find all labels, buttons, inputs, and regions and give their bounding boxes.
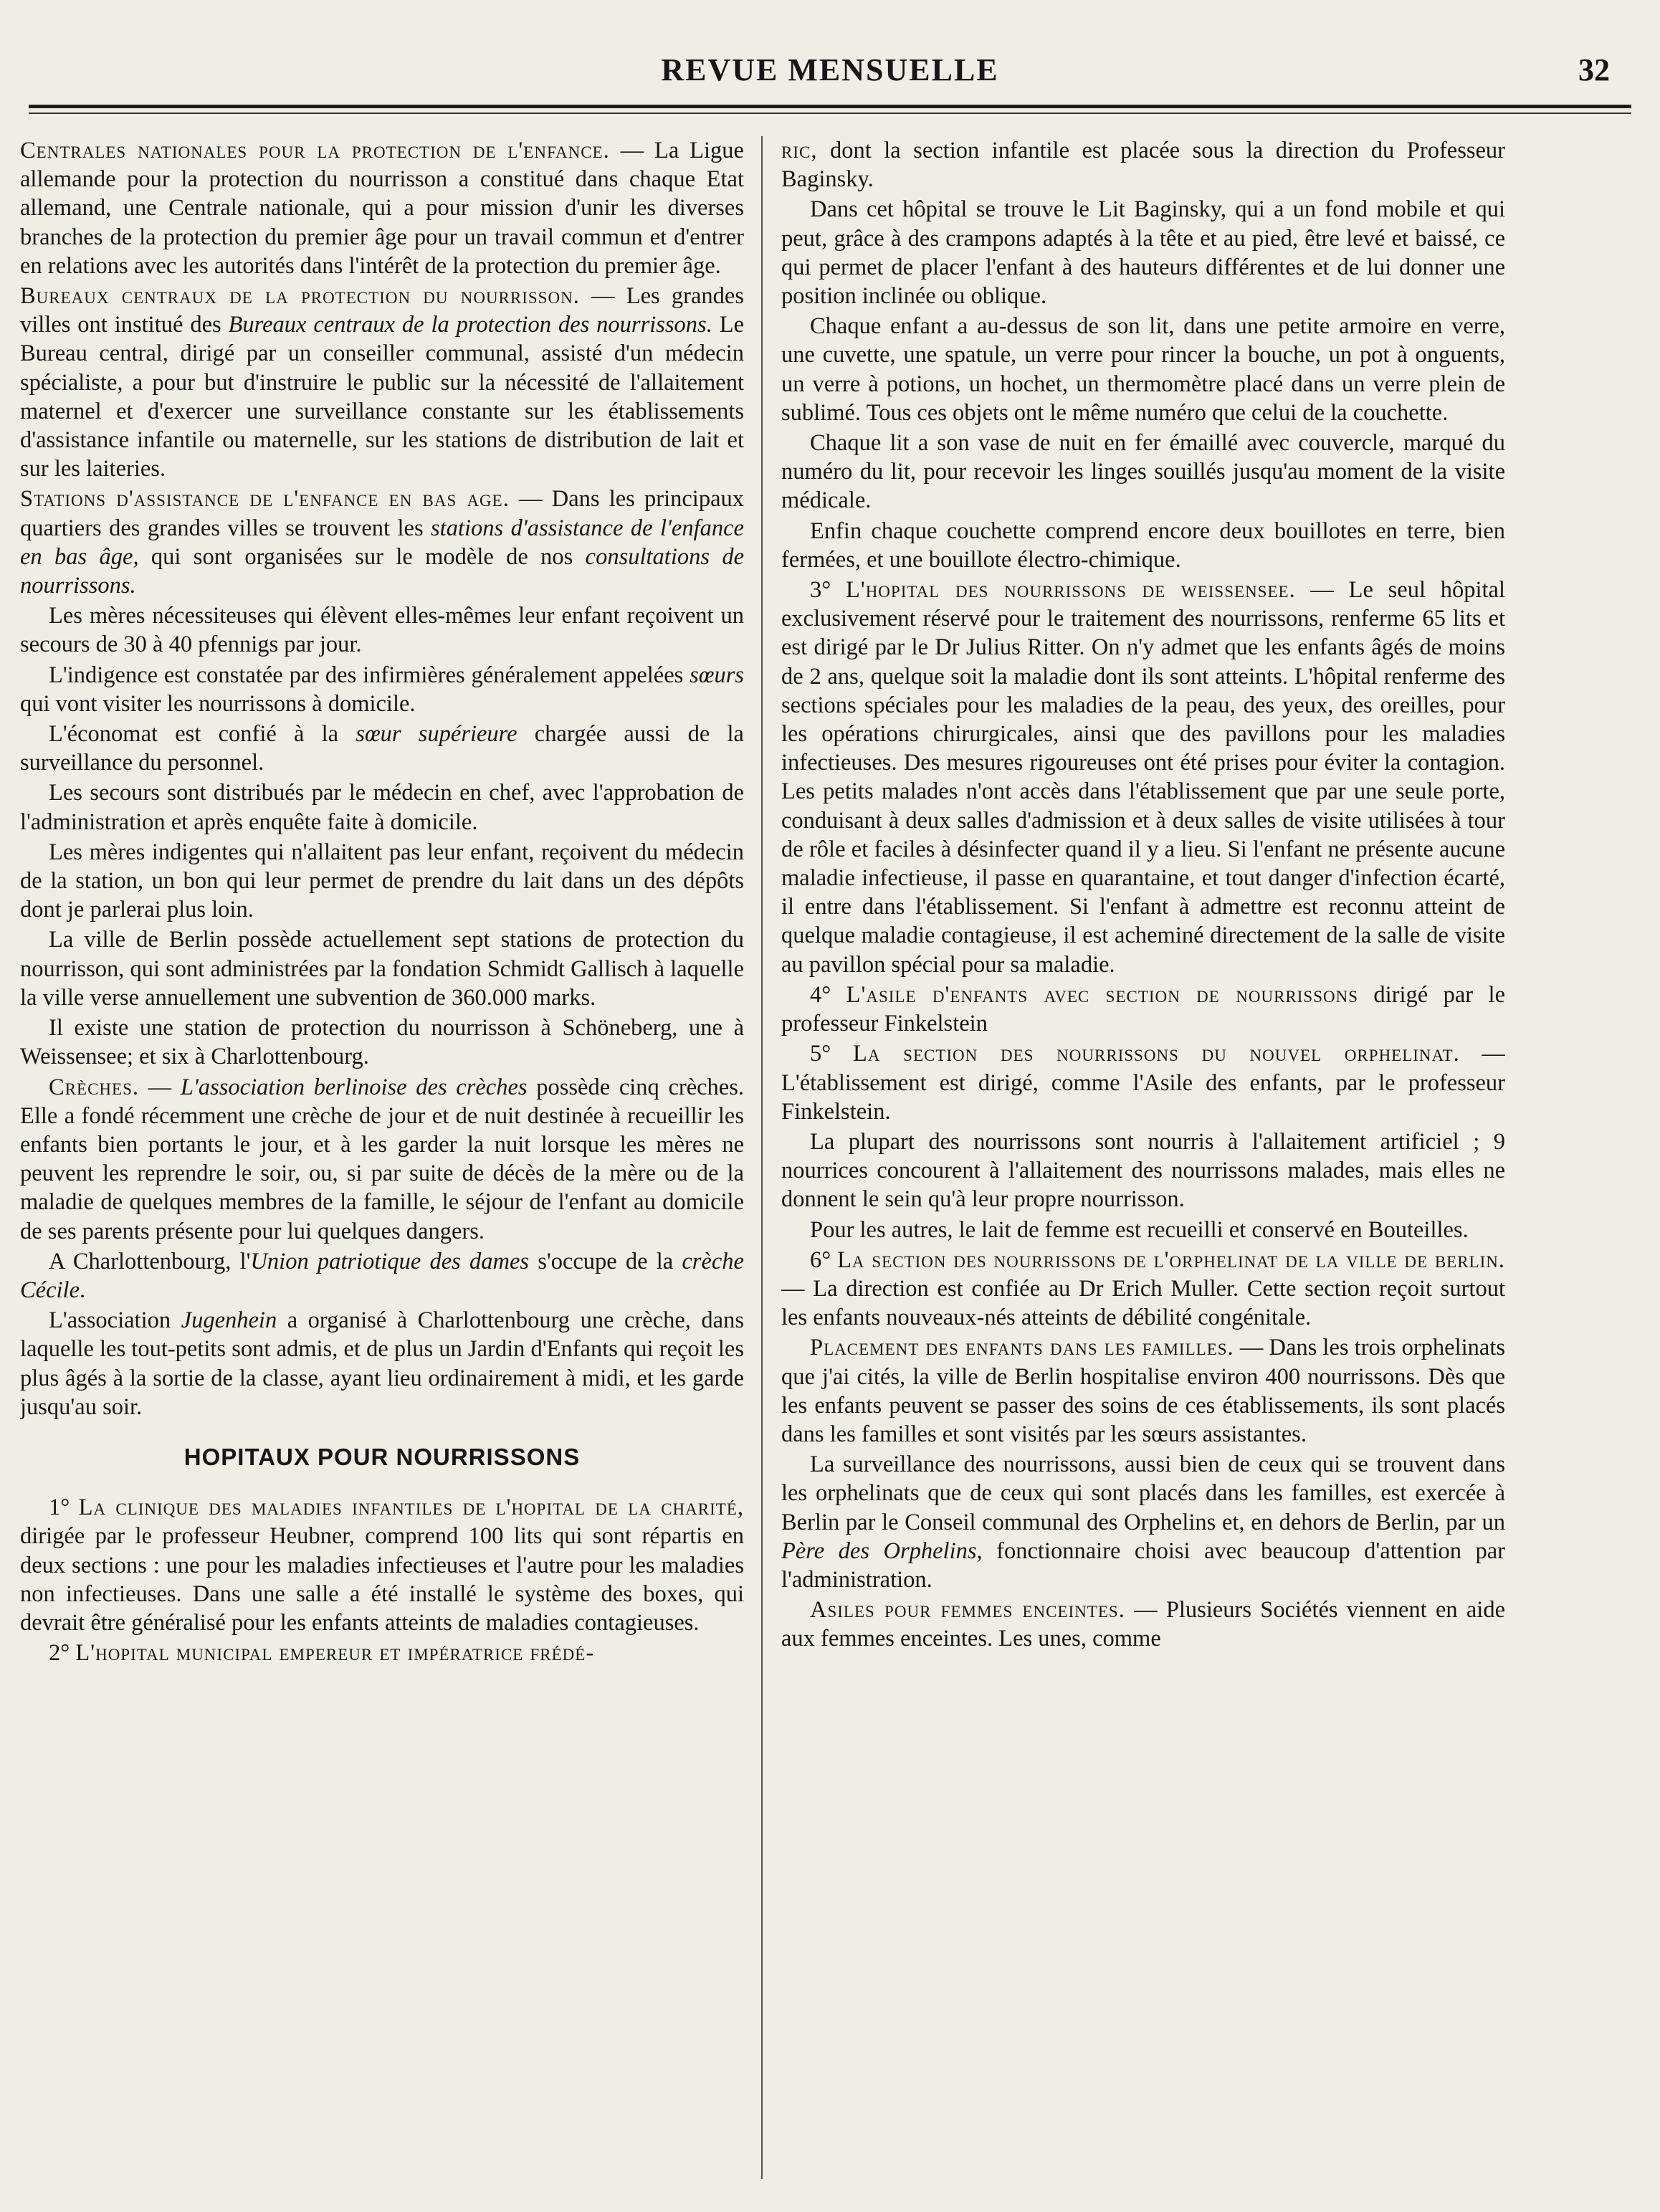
paragraph-text: a organisé à Charlottenbourg une crèche, dans laquelle les tout-petits sont admis, et de plus un Jardin d'Enfants qui reçoit les plus âgés à la sortie de la classe, ayant lieu ordinairement à midi, et les garde jusqu'au soir. (20, 1307, 744, 1420)
item-number: 2° (49, 1640, 70, 1667)
paragraph-text: s'occupe de la (529, 1248, 682, 1274)
journal-title: REVUE MENSUELLE (661, 52, 999, 87)
item-number: 4° (810, 981, 831, 1008)
paragraph-text: L'indigence est constatée par des infirmières généralement appelées (49, 662, 690, 688)
paragraph: Chaque enfant a au-dessus de son lit, dans une petite armoire en verre, une cuvette, une spatule, un verre pour rincer la bouche, un pot à onguents, un verre à potions, un hochet, un thermomètre placé dans un verre plein de sublimé. Tous ces objets ont le même numéro que celui de la couchette. (781, 313, 1505, 426)
paragraph: Enfin chaque couchette comprend encore deux bouillotes en terre, bien fermées, et une bouillote électro-chimique. (781, 518, 1505, 573)
paragraph-text: — La Ligue allemande pour la protection du nourrisson a constitué dans chaque Etat allemand, une Centrale nationale, qui a pour mission d'unir les diverses branches de la protection du premier âge pour un travail commun et d'entrer en relations avec les autorités dans l'intérêt de la protection du premier âge. (20, 138, 744, 279)
paragraph (20, 282, 744, 483)
paragraph (20, 661, 744, 718)
left-column (20, 136, 744, 2201)
section-lead: L'hopital des nourrissons de weissensee. (845, 577, 1296, 604)
paragraph-text: qui sont organisées sur le modèle de nos (138, 543, 586, 570)
paragraph: Pour les autres, le lait de femme est recueilli et conservé en Bouteilles. (810, 1216, 1469, 1243)
paragraph (781, 1596, 1505, 1653)
paragraph-text: — Dans les principaux quartiers des grandes villes se trouvent les (20, 486, 744, 541)
italic-text: sœurs (690, 662, 744, 688)
italic-text: L'association berlinoise des crèches (180, 1074, 528, 1100)
section-lead: La section des nourrissons du nouvel orphelinat. (852, 1041, 1460, 1067)
paragraph (781, 576, 1505, 979)
section-lead: L'hopital municipal empereur et impératrice frédé- (75, 1640, 595, 1667)
paragraph (20, 1493, 744, 1637)
italic-text: crèche Cécile (20, 1248, 744, 1303)
paragraph (781, 136, 1505, 194)
italic-text: Jugenhein (181, 1307, 277, 1334)
paragraph-text: — Plusieurs Sociétés viennent en aide aux femmes enceintes. Les unes, comme (781, 1597, 1505, 1652)
item-number: 1° (49, 1494, 70, 1521)
paragraph (781, 1039, 1505, 1126)
paragraph: Chaque lit a son vase de nuit en fer émaillé avec couvercle, marqué du numéro du lit, pour recevoir les linges souillés jusqu'au moment de la visite médicale. (781, 430, 1505, 514)
paragraph: La ville de Berlin possède actuellement sept stations de protection du nourrisson, qui sont administrées par la fondation Schmidt Gallisch à laquelle la ville verse annuellement une subvention de 360.000 marks. (20, 927, 744, 1011)
paragraph: Les mères indigentes qui n'allaitent pas leur enfant, reçoivent du médecin de la station, un bon qui leur permet de prendre du lait dans un des dépôts dont je parlerai plus loin. (20, 839, 744, 923)
paragraph-text: . (80, 1277, 86, 1303)
italic-text: consultations de nourrissons. (20, 543, 744, 599)
paragraph-text: L'économat est confié à la (49, 721, 356, 748)
section-lead: ric, (781, 138, 818, 163)
paragraph (20, 1306, 744, 1421)
item-number: 5° (810, 1041, 831, 1067)
paragraph (20, 1073, 744, 1246)
paragraph (20, 485, 744, 600)
section-lead: Bureaux centraux de la protection du nourrisson. (20, 283, 580, 310)
paragraph (20, 1639, 744, 1667)
paragraph-text: dirigé par le professeur Finkelstein (781, 981, 1505, 1037)
paragraph-text: — (138, 1074, 181, 1100)
paragraph-text: A Charlottenbourg, l' (49, 1248, 251, 1274)
section-lead: La section des nourrissons de l'orphelinat de la ville de berlin. (837, 1246, 1505, 1273)
paragraph-text: — Les grandes villes ont institué des (20, 283, 744, 338)
italic-text: Bureaux centraux de la protection des nourrissons. (228, 312, 712, 338)
item-number: 3° (810, 577, 831, 604)
paragraph (781, 1450, 1505, 1594)
paragraph (781, 1333, 1505, 1449)
paragraph (20, 136, 744, 280)
paragraph-text: dont la section infantile est placée sous la direction du Professeur Baginsky. (781, 138, 1505, 193)
paragraph-text: possède cinq crèches. Elle a fondé récemment une crèche de jour et de nuit destinée à recueillir les enfants bien portants le jour, et à les garder la nuit lorsque les mères ne peuvent les reprendre le soir, ou, si par suite de décès de la mère ou de la maladie de quelques membres de la famille, le séjour de l'enfant au domicile de ses parents présente pour lui quelques dangers. (20, 1074, 744, 1244)
paragraph-text: dirigée par le professeur Heubner, comprend 100 lits qui sont répartis en deux sections : une pour les maladies infectieuses et l'autre pour les maladies non infectieuses. Dans une salle a été installé le système des boxes, qui devrait être généralisé pour les enfants atteints de maladies contagieuses. (20, 1523, 744, 1636)
paragraph: Les mères nécessiteuses qui élèvent elles-mêmes leur enfant reçoivent un secours de 30 à 40 pfennigs par jour. (20, 603, 744, 658)
paragraph-text: L'association (49, 1307, 181, 1334)
paragraph-text: — La direction est confiée au Dr Erich Muller. Cette section reçoit surtout les enfants nouveaux-nés atteints de débilité congénitale. (781, 1275, 1505, 1331)
paragraph (20, 1247, 744, 1305)
section-lead: Crèches. (49, 1074, 139, 1100)
page-number: 32 (1578, 52, 1610, 87)
header-rule-thick (29, 105, 1631, 108)
section-lead: La clinique des maladies infantiles de l'hopital de la charité, (78, 1494, 744, 1521)
paragraph: La plupart des nourrissons sont nourris à l'allaitement artificiel ; 9 nourrices concourent à l'allaitement des nourrissons malades, mais elles ne donnent le sein qu'à leur propre nourrisson. (781, 1128, 1505, 1213)
section-lead: Stations d'assistance de l'enfance en bas age. (20, 486, 510, 513)
item-number: 6° (810, 1246, 831, 1273)
paragraph: Il existe une station de protection du nourrisson à Schöneberg, une à Weissensee; et six à Charlottenbourg. (20, 1015, 744, 1070)
section-lead: Centrales nationales pour la protection de l'enfance. (20, 138, 610, 163)
section-heading: HOPITAUX POUR NOURRISSONS (183, 1443, 581, 1470)
paragraph-text: — Dans les trois orphelinats que j'ai cités, la ville de Berlin hospitalise environ 400 nourrissons. Dès que les enfants peuvent se passer des soins de ces établissements, ils sont placés dans les familles et sont visités par les sœurs assistantes. (781, 1335, 1505, 1447)
italic-text: Union patriotique des dames (250, 1248, 530, 1274)
running-header (43, 44, 1617, 102)
column-divider (761, 136, 763, 2179)
paragraph: Les secours sont distribués par le médecin en chef, avec l'approbation de l'administration et après enquête faite à domicile. (20, 780, 744, 835)
right-column (781, 136, 1505, 2201)
paragraph-text: qui vont visiter les nourrissons à domicile. (20, 690, 416, 717)
section-lead: L'asile d'enfants avec section de nourrissons (846, 981, 1359, 1008)
paragraph-text: La surveillance des nourrissons, aussi bien de ceux qui se trouvent dans les orphelinats que de ceux qui sont placés dans les familles, est exercée à Berlin par le Conseil communal des Orphelins et, en dehors de Berlin, par un (781, 1451, 1505, 1535)
section-lead: Asiles pour femmes enceintes. (810, 1597, 1125, 1624)
paragraph-text: — L'établissement est dirigé, comme l'Asile des enfants, par le professeur Finkelstein. (781, 1041, 1505, 1125)
paragraph-text: — Le seul hôpital exclusivement réservé pour le traitement des nourrissons, renferme 65 lits et est dirigé par le Dr Julius Ritter. On n'y admet que les enfants âgés de moins de 2 ans, quelque soit la maladie dont ils sont atteints. L'hôpital renferme des sections spéciales pour les maladies de la peau, des yeux, des oreilles, pour les opérations chirurgicales, ainsi que des pavillons pour les maladies infectieuses. Des mesures rigoureuses ont été prises pour éviter la contagion. Les petits malades n'ont accès dans l'établissement que par une seule porte, conduisant à deux salles d'admission et à deux salles de visite utilisées à tour de rôle et faciles à désinfecter quand il y a lieu. Si l'enfant ne présente aucune maladie infectieuse, il passe en quarantaine, et tout danger d'infection écarté, il entre dans l'établissement. Si l'enfant à admettre est reconnu atteint de quelque maladie contagieuse, il est acheminé directement de la salle de visite au pavillon spécial pour sa maladie. (781, 577, 1505, 978)
italic-text: Père des Orphelins (781, 1538, 977, 1564)
paragraph-text: , fonctionnaire choisi avec beaucoup d'attention par l'administration. (781, 1538, 1505, 1593)
paragraph: Dans cet hôpital se trouve le Lit Baginsky, qui a un fond mobile et qui peut, grâce à des crampons adaptés à la tête et au pied, être levé et baissé, ce qui permet de placer l'enfant à des hauteurs différentes et de lui donner une position inclinée ou oblique. (781, 196, 1505, 310)
header-rule-thin (29, 113, 1631, 114)
paragraph (781, 1246, 1505, 1333)
section-lead: Placement des enfants dans les familles. (810, 1335, 1234, 1361)
paragraph (781, 981, 1505, 1038)
italic-text: stations d'assistance de l'enfance en bas âge, (20, 515, 744, 570)
paragraph-text: Le Bureau central, dirigé par un conseiller communal, assisté d'un médecin spécialiste, a pour but d'instruire le public sur la nécessité de l'allaitement maternel et d'exercer une surveillance constante sur les établissements d'assistance infantile ou maternelle, sur les stations de distribution de lait et sur les laiteries. (20, 312, 744, 482)
paragraph-text: chargée aussi de la surveillance du personnel. (20, 721, 744, 776)
paragraph (20, 720, 744, 777)
italic-text: sœur supérieure (356, 721, 517, 748)
